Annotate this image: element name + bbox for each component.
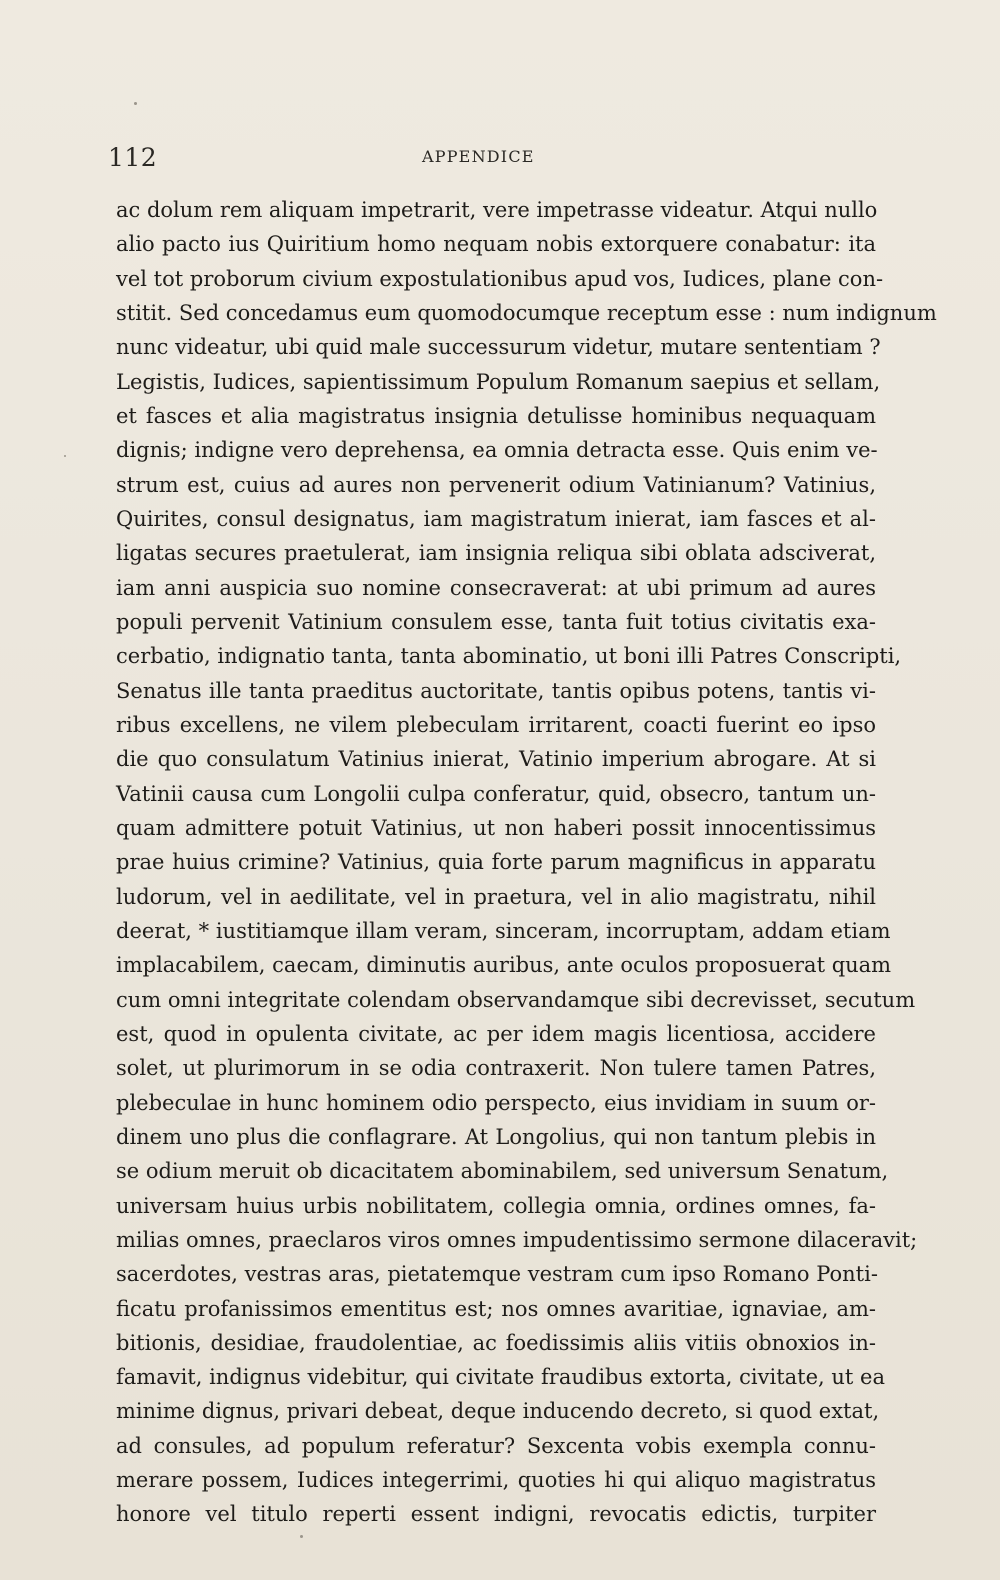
text-line: ad consules, ad populum referatur? Sexcenta vobis exempla connu- — [116, 1433, 876, 1458]
text-line: ac dolum rem aliquam impetrarit, vere impetrasse videatur. Atqui nullo — [116, 198, 878, 222]
running-head: APPENDICE — [422, 147, 535, 166]
text-line: sacerdotes, vestras aras, pietatemque vestram cum ipso Romano Ponti- — [116, 1262, 878, 1287]
text-line: vel tot proborum civium expostulationibus apud vos, Iudices, plane con- — [116, 266, 884, 291]
paper-speck — [64, 455, 66, 457]
page-header — [108, 143, 548, 173]
paper-speck — [134, 102, 137, 105]
text-line: et fasces et alia magistratus insignia detulisse hominibus nequaquam — [116, 403, 876, 428]
text-line: Quirites, consul designatus, iam magistratum inierat, iam fasces et al- — [116, 506, 876, 531]
text-line: cerbatio, indignatio tanta, tanta abominatio, ut boni illi Patres Conscripti, — [116, 644, 902, 669]
text-line: populi pervenit Vatinium consulem esse, tanta fuit totius civitatis exa- — [116, 609, 876, 634]
text-line: dinem uno plus die conflagrare. At Longolius, qui non tantum plebis in — [116, 1124, 876, 1149]
text-line: iam anni auspicia suo nomine consecraverat: at ubi primum ad aures — [116, 575, 876, 600]
text-line: quam admittere potuit Vatinius, ut non haberi possit innocentissimus — [116, 815, 876, 840]
text-line: plebeculae in hunc hominem odio perspecto, eius invidiam in suum or- — [116, 1090, 876, 1115]
text-line: nunc videatur, ubi quid male successurum videtur, mutare sententiam ? — [116, 335, 881, 360]
text-line: se odium meruit ob dicacitatem abominabilem, sed universum Senatum, — [116, 1159, 889, 1184]
text-line: Legistis, Iudices, sapientissimum Populum Romanum saepius et sellam, — [116, 369, 881, 394]
text-line: implacabilem, caecam, diminutis auribus, ante oculos proposuerat quam — [116, 953, 892, 978]
text-line: stitit. Sed concedamus eum quomodocumque receptum esse : num indignum — [116, 300, 937, 325]
text-line: ficatu profanissimos ementitus est; nos omnes avaritiae, ignaviae, am- — [116, 1296, 876, 1321]
text-line: deerat, * iustitiamque illam veram, sinceram, incorruptam, addam etiam — [116, 918, 891, 943]
text-line: cum omni integritate colendam observandamque sibi decrevisset, secutum — [116, 987, 916, 1012]
text-line: alio pacto ius Quiritium homo nequam nobis extorquere conabatur: ita — [116, 232, 876, 257]
text-line: milias omnes, praeclaros viros omnes impudentissimo sermone dilaceravit; — [116, 1227, 918, 1252]
text-line: bitionis, desidiae, fraudolentiae, ac foedissimis aliis vitiis obnoxios in- — [116, 1330, 876, 1355]
text-line: ligatas secures praetulerat, iam insignia reliqua sibi oblata adsciverat, — [116, 541, 876, 566]
text-line: famavit, indignus videbitur, qui civitate fraudibus extorta, civitate, ut ea — [116, 1365, 885, 1390]
text-line: honore vel titulo reperti essent indigni, revocatis edictis, turpiter — [116, 1502, 876, 1527]
text-line: die quo consulatum Vatinius inierat, Vatinio imperium abrogare. At si — [116, 747, 876, 772]
paper-speck — [300, 1535, 303, 1538]
page-number: 112 — [108, 143, 158, 172]
text-line: ribus excellens, ne vilem plebeculam irritarent, coacti fuerint eo ipso — [116, 712, 876, 737]
text-line: minime dignus, privari debeat, deque inducendo decreto, si quod extat, — [116, 1399, 880, 1424]
text-line: strum est, cuius ad aures non pervenerit odium Vatinianum? Vatinius, — [116, 472, 876, 497]
text-line: solet, ut plurimorum in se odia contraxerit. Non tulere tamen Patres, — [116, 1056, 876, 1081]
text-line: merare possem, Iudices integerrimi, quoties hi qui aliquo magistratus — [116, 1468, 876, 1493]
text-line: ludorum, vel in aedilitate, vel in praetura, vel in alio magistratu, nihil — [116, 884, 876, 909]
text-line: dignis; indigne vero deprehensa, ea omnia detracta esse. Quis enim ve- — [116, 438, 878, 463]
text-line: prae huius crimine? Vatinius, quia forte parum magnificus in apparatu — [116, 850, 876, 875]
body-text — [116, 193, 937, 1532]
text-line: Senatus ille tanta praeditus auctoritate, tantis opibus potens, tantis vi- — [116, 678, 876, 703]
text-line: universam huius urbis nobilitatem, collegia omnia, ordines omnes, fa- — [116, 1193, 876, 1218]
text-line: est, quod in opulenta civitate, ac per idem magis licentiosa, accidere — [116, 1021, 876, 1046]
text-line: Vatinii causa cum Longolii culpa conferatur, quid, obsecro, tantum un- — [116, 781, 876, 806]
